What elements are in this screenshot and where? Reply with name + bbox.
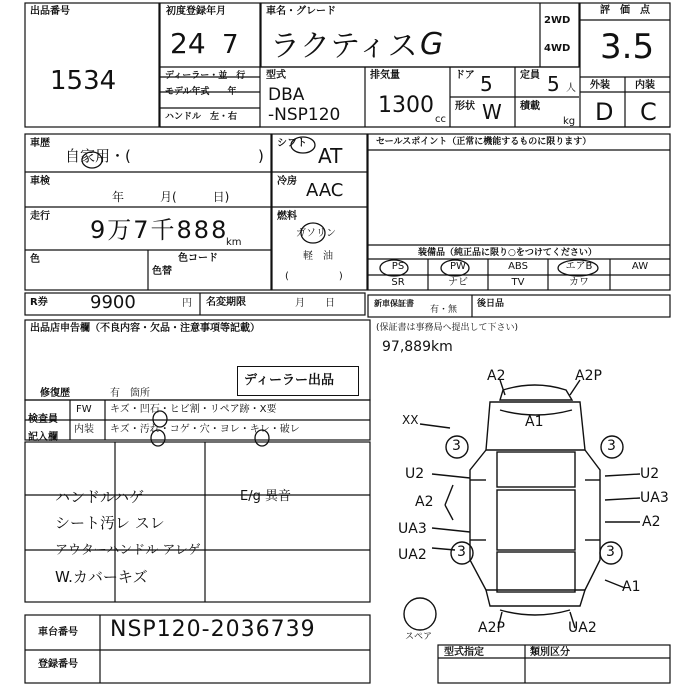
yen-unit: 円	[182, 298, 192, 309]
kg-unit: kg	[563, 116, 576, 127]
equip-pw: PW	[450, 261, 466, 272]
type-designation-label: 型式指定	[444, 647, 484, 658]
damage-left-front-fender: U2	[405, 466, 425, 482]
inspector-label-2: 記入欄	[28, 432, 58, 443]
recycle-value: 9900	[90, 292, 136, 313]
mileage-note: 97,889km	[382, 339, 453, 355]
interior-check-label: 内装	[74, 424, 94, 435]
fw-label: FW	[76, 404, 92, 415]
rear-item-label: 後日品	[477, 299, 505, 309]
repair-history-value: 有 箇所	[110, 388, 150, 399]
damage-right-rear-door: A2	[642, 514, 661, 530]
name-change-value: 月 日	[295, 298, 335, 309]
equip-tv: TV	[511, 277, 525, 288]
tire-rear-right: 3	[606, 544, 615, 560]
load-label: 積載	[520, 101, 540, 112]
repair-history-label: 修復歴	[40, 388, 70, 399]
ac-value: AAC	[306, 180, 344, 201]
shape-value: W	[482, 100, 502, 124]
car-body-diagram	[404, 380, 640, 630]
mileage-label: 走行	[30, 211, 50, 222]
capacity-value: 5	[547, 72, 560, 96]
color-code-label: 色コード	[178, 253, 218, 264]
spare-label: スペア	[405, 632, 433, 642]
damage-hood: A1	[525, 414, 544, 430]
damage-front-bumper-right: A2P	[575, 368, 602, 384]
color-label: 色	[30, 254, 40, 265]
model-type-value-1: DBA	[268, 85, 305, 105]
history-close-paren: )	[258, 147, 264, 165]
km-unit: km	[226, 237, 242, 248]
interior-check-text: キズ・汚れ・コゲ・穴・ヨレ・キレ・破レ	[110, 424, 300, 435]
inspection-value: 年 月( 日)	[112, 190, 230, 204]
damage-left-rear-fender: UA2	[398, 547, 427, 563]
inspector-note-4: W.カバーキズ	[55, 568, 148, 586]
car-name-grade-label: 車名・グレード	[266, 6, 336, 17]
warranty-label: 新車保証書	[374, 299, 414, 308]
capacity-unit: 人	[566, 83, 576, 94]
equip-sr: SR	[391, 277, 405, 288]
grade: G	[420, 27, 444, 62]
door-label: ドア	[455, 70, 475, 81]
tire-front-right: 3	[607, 438, 616, 454]
fw-text: キズ・凹石・ヒビ割・リペア跡・X要	[110, 404, 277, 415]
displacement-value: 1300	[378, 93, 434, 118]
handle-label: ハンドル 左・右	[165, 112, 238, 122]
category-label: 類別区分	[530, 647, 570, 658]
fuel-diesel: 軽 油	[303, 251, 333, 262]
4wd-label: 4WD	[544, 43, 571, 54]
first-registration-label: 初度登録年月	[166, 6, 226, 17]
dealer-stamp-text: ディーラー出品	[244, 373, 334, 388]
interior-label: 内装	[635, 80, 655, 91]
equip-ps: PS	[391, 261, 405, 272]
declaration-label: 出品店申告欄（不良内容・欠品・注意事項等記載）	[30, 323, 260, 334]
equip-airbag: エアB	[565, 261, 593, 272]
model-year-label: モデル年式 年	[165, 87, 237, 97]
damage-xx: XX	[402, 413, 419, 427]
damage-left-front-door: A2	[415, 494, 434, 510]
first-registration-month: 7	[222, 30, 239, 60]
equip-abs: ABS	[508, 261, 528, 272]
dealer-import-label: ディーラー・並 行	[165, 71, 246, 81]
engine-noise-note: E/g 異音	[240, 489, 291, 504]
equip-navi: ナビ	[448, 277, 468, 288]
color-change-label: 色替	[152, 266, 172, 277]
damage-rear-bumper-left: A2P	[478, 620, 505, 636]
interior-grade: C	[640, 98, 657, 126]
lot-number: 1534	[50, 66, 117, 96]
first-registration-year: 24	[170, 27, 206, 60]
tire-rear-left: 3	[457, 544, 466, 560]
capacity-label: 定員	[520, 70, 540, 81]
warranty-value: 有・無	[430, 305, 458, 315]
history-label: 車歴	[30, 138, 50, 149]
model-type-value-2: -NSP120	[268, 105, 341, 125]
cc-unit: cc	[435, 114, 446, 125]
name-change-label: 名変期限	[206, 297, 246, 308]
score-label: 評 価 点	[600, 5, 650, 16]
inspector-note-2: シート汚レ スレ	[55, 514, 165, 532]
damage-right-front-fender: U2	[640, 466, 660, 482]
ac-label: 冷房	[277, 176, 297, 187]
equip-leather: カワ	[569, 277, 589, 288]
score: 3.5	[600, 27, 655, 67]
damage-right-rear-fender: A1	[622, 579, 641, 595]
sales-point-label: セールスポイント（正常に機能するものに限ります）	[376, 137, 592, 147]
car-name: ラクティス	[270, 29, 418, 64]
door-value: 5	[480, 72, 493, 96]
chassis-number-label: 車台番号	[38, 627, 78, 638]
chassis-number: NSP120-2036739	[110, 617, 316, 642]
fuel-other: ( )	[285, 271, 343, 282]
damage-right-front-door: UA3	[640, 490, 669, 506]
registration-number-label: 登録番号	[38, 659, 78, 670]
inspector-label-1: 検査員	[28, 414, 58, 425]
fuel-label: 燃料	[277, 211, 297, 222]
shift-value: AT	[318, 144, 343, 168]
fuel-gasoline: ガソリン	[296, 228, 336, 239]
equipment-label: 装備品（純正品に限り○をつけてください）	[418, 248, 597, 258]
recycle-label: R券	[30, 297, 48, 308]
inspector-note-3: アウターハンドル アレゲ	[55, 543, 201, 558]
damage-left-rear-door: UA3	[398, 521, 427, 537]
damage-front-bumper: A2	[487, 368, 506, 384]
inspector-note-1: ハンドルハゲ	[55, 488, 144, 506]
displacement-label: 排気量	[370, 70, 400, 81]
mileage-value: 9万7千888	[90, 216, 229, 244]
equip-aw: AW	[631, 261, 649, 272]
shape-label: 形状	[455, 101, 475, 112]
exterior-label: 外装	[590, 80, 610, 91]
model-type-label: 型式	[266, 70, 286, 81]
shift-label: シフト	[277, 138, 307, 149]
lot-number-label: 出品番号	[30, 6, 70, 17]
warranty-note: (保証書は事務局へ提出して下さい)	[376, 323, 519, 333]
damage-rear-bumper-right: UA2	[568, 620, 597, 636]
inspection-label: 車検	[30, 176, 50, 187]
2wd-label: 2WD	[544, 15, 571, 26]
history-value: 自家用・(	[65, 147, 131, 165]
exterior-grade: D	[595, 98, 614, 126]
tire-front-left: 3	[452, 438, 461, 454]
